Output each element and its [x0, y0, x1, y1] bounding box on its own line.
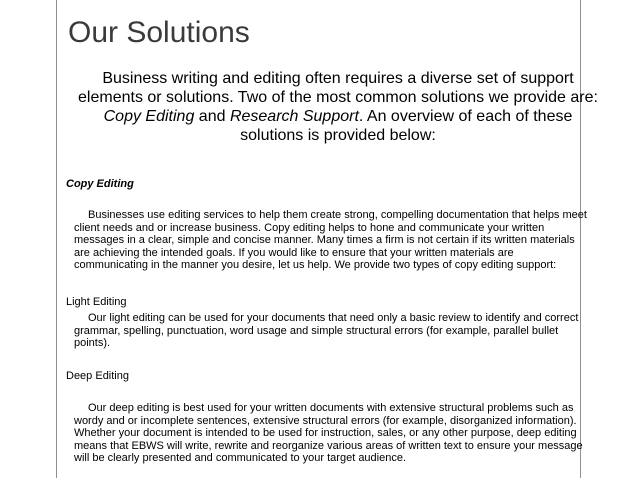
light-editing-paragraph	[74, 312, 589, 350]
deep-editing-paragraph	[74, 402, 589, 465]
intro-research-support: Research Support	[229, 108, 359, 125]
intro-paragraph	[78, 69, 598, 145]
deep-editing-text: Our deep editing is best used for your written documents with extensive structural problems such as wordy and or incomplete sentences, extensive structural errors (for example, disorganized information). Whether your document is intended to be used for instruction, sales, or any other purpose, deep editing means that EBWS will write, rewrite and reorganize various areas of written text to ensure your message will be clearly presented and communicated to your target audience.	[74, 402, 583, 464]
page-title: Our Solutions	[68, 16, 250, 49]
deep-editing-heading: Deep Editing	[66, 370, 129, 382]
copy-editing-heading: Copy Editing	[66, 178, 134, 190]
intro-tail: . An overview of each of these solutions is provided below:	[240, 108, 573, 144]
intro-and: and	[194, 108, 230, 125]
intro-copy-editing: Copy Editing	[103, 108, 195, 125]
copy-editing-text: Businesses use editing services to help them create strong, compelling documentation that helps meet client needs and or increase business. Copy editing helps to hone and communicate your written messages in a clear, simple and concise manner. Many times a firm is not certain if its written materials are achieving the intended goals. If you would like to ensure that your written materials are communicating in the manner you desire, let us help. We provide two types of copy editing support:	[74, 209, 587, 271]
light-editing-text: Our light editing can be used for your documents that need only a basic review to identify and correct grammar, spelling, punctuation, word usage and simple structural errors (for example, parallel bullet points).	[74, 312, 579, 349]
intro-lead: Business writing and editing often requires a diverse set of support elements or solutions. Two of the most common solutions we provide are:	[78, 70, 598, 106]
light-editing-heading: Light Editing	[66, 296, 127, 308]
copy-editing-paragraph	[74, 209, 589, 272]
